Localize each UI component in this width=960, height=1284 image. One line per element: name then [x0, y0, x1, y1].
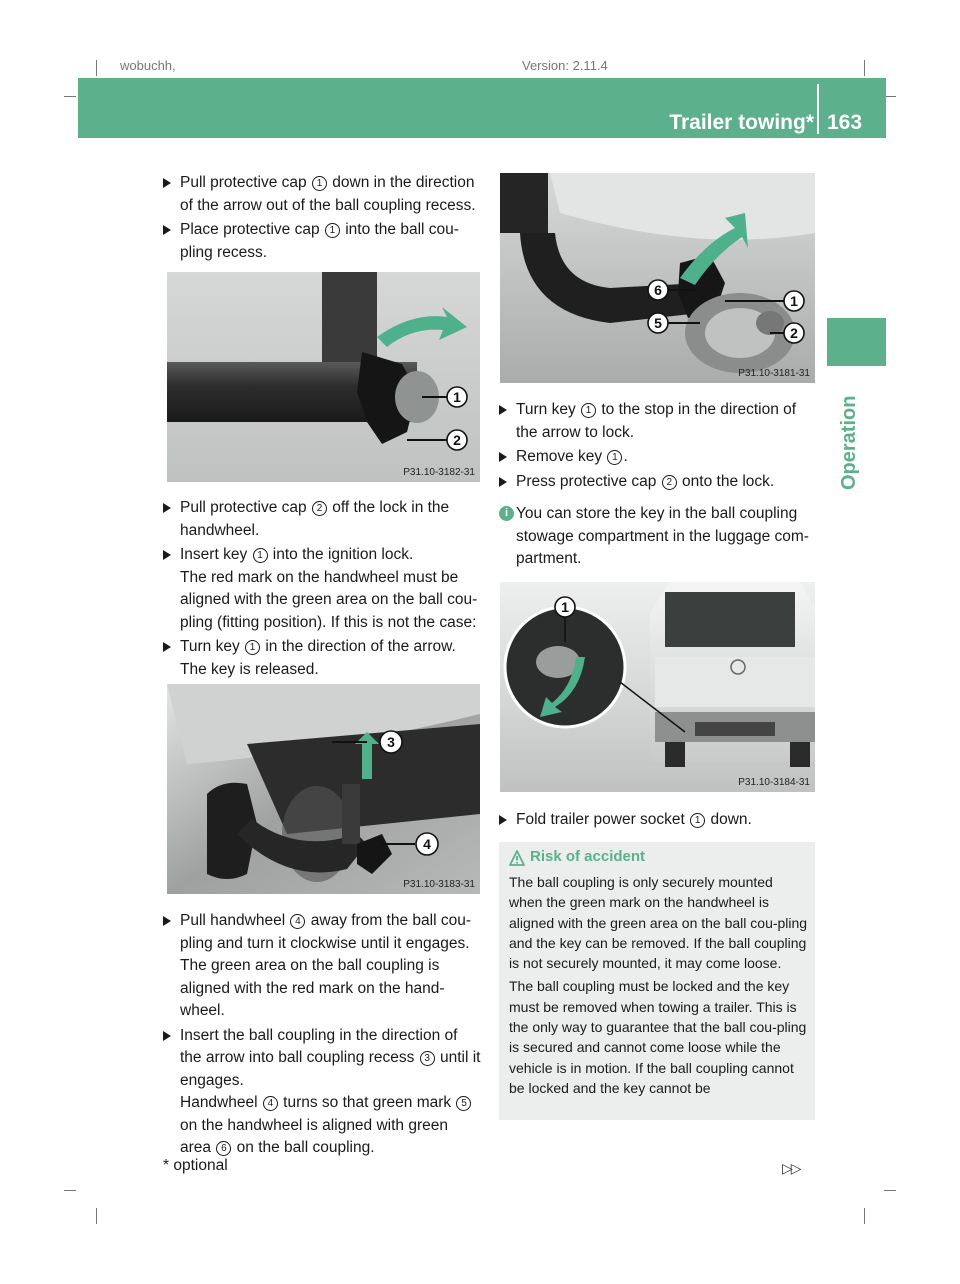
- callout-ref: 2: [312, 501, 327, 516]
- footnote: * optional: [163, 1157, 228, 1174]
- callout-ref: 6: [216, 1141, 231, 1156]
- instruction-item: Pull handwheel 4 away from the ball cou-pling and turn it clockwise until it engages.: [163, 910, 483, 955]
- callout-ref: 1: [312, 176, 327, 191]
- left-block-1: [163, 172, 483, 266]
- crop-mark: [96, 60, 97, 76]
- bullet-arrow-icon: [499, 452, 507, 462]
- side-tab-label: Operation: [838, 395, 860, 490]
- figure-caption: P31.10-3182-31: [403, 467, 475, 478]
- instruction-item: Pull protective cap 1 down in the direction of the arrow out of the ball coupling recess.: [163, 172, 483, 217]
- callout-ref: 4: [290, 914, 305, 929]
- bullet-arrow-icon: [163, 503, 171, 513]
- callout-ref: 1: [607, 450, 622, 465]
- header-separator: [817, 84, 819, 134]
- instruction-item: Insert key 1 into the ignition lock.: [163, 544, 483, 567]
- crop-mark: [96, 1208, 97, 1224]
- right-block-2: [499, 809, 817, 834]
- print-meta-right: Version: 2.11.4: [522, 58, 608, 73]
- warning-paragraph: The ball coupling must be locked and the key must be removed when towing a trailer. This is the only way to guarantee that the ball cou-pling is secured and cannot come loose while the vehicle is in motion. If the ball coupling cannot be locked and the key cannot be: [509, 978, 807, 1096]
- print-meta-left: wobuchh,: [120, 58, 176, 73]
- callout-6: 6: [654, 282, 662, 298]
- figure-protective-cap: [167, 272, 480, 482]
- instruction-item: Remove key 1 .: [499, 446, 817, 469]
- bullet-arrow-icon: [163, 178, 171, 188]
- figure-key-lock: [500, 173, 815, 383]
- callout-ref: 1: [253, 548, 268, 563]
- side-tab: [827, 318, 886, 366]
- bullet-arrow-icon: [499, 405, 507, 415]
- info-note: i You can store the key in the ball coupling stowage compartment in the luggage com-partment.: [499, 503, 817, 571]
- instruction-item: Press protective cap 2 onto the lock.: [499, 471, 817, 494]
- callout-2: 2: [790, 325, 798, 341]
- figure-caption: P31.10-3183-31: [403, 879, 475, 890]
- instruction-item: Turn key 1 to the stop in the direction of the arrow to lock.: [499, 399, 817, 444]
- instruction-item: Fold trailer power socket 1 down.: [499, 809, 817, 832]
- instruction-item: Pull protective cap 2 off the lock in the handwheel.: [163, 497, 483, 542]
- bullet-arrow-icon: [163, 642, 171, 652]
- page-number: 163: [827, 111, 863, 134]
- bullet-arrow-icon: [163, 1031, 171, 1041]
- figure-caption: P31.10-3184-31: [738, 777, 810, 788]
- instruction-item: Turn key 1 in the direction of the arrow.: [163, 636, 483, 659]
- crop-mark: [864, 60, 865, 76]
- warning-paragraph: The ball coupling is only securely mounted when the green mark on the handwheel is aligned with the green area on the ball cou-pling and the key can be removed. If the ball coupling is not securely mounted, it may come loose.: [509, 874, 808, 972]
- callout-1: 1: [561, 599, 569, 615]
- crop-mark: [884, 1190, 896, 1191]
- instruction-item: Place protective cap 1 into the ball cou-pling recess.: [163, 219, 483, 264]
- callout-ref: 1: [325, 223, 340, 238]
- callout-5: 5: [654, 315, 662, 331]
- callout-1: 1: [453, 389, 461, 405]
- bullet-arrow-icon: [163, 916, 171, 926]
- instruction-note: The key is released.: [180, 660, 319, 678]
- left-block-2: [163, 497, 483, 681]
- figure-ball-coupling-insert: [167, 684, 480, 894]
- bullet-arrow-icon: [499, 815, 507, 825]
- instruction-note: The red mark on the handwheel must be aligned with the green area on the ball cou-pling (fitting position). If this is not the case:: [180, 568, 478, 631]
- callout-2: 2: [453, 432, 461, 448]
- bullet-arrow-icon: [163, 225, 171, 235]
- info-icon: i: [499, 506, 514, 521]
- instruction-note: Handwheel 4 turns so that green mark 5 on the handwheel is aligned with green area 6 on the ball coupling.: [163, 1092, 483, 1160]
- warning-triangle-icon: [509, 850, 525, 866]
- bullet-arrow-icon: [163, 550, 171, 560]
- callout-ref: 1: [690, 813, 705, 828]
- section-title: Trailer towing*: [669, 111, 814, 134]
- callout-ref: 1: [245, 640, 260, 655]
- callout-ref: 5: [456, 1096, 471, 1111]
- warning-title: Risk of accident: [530, 848, 646, 865]
- callout-3: 3: [387, 734, 395, 750]
- callout-1: 1: [790, 293, 798, 309]
- left-block-3: [163, 910, 483, 1160]
- callout-ref: 2: [662, 475, 677, 490]
- crop-mark: [64, 96, 76, 97]
- instruction-item: Insert the ball coupling in the direction of the arrow into ball coupling recess 3 until it engages.: [163, 1025, 483, 1093]
- continue-icon: ▷▷: [782, 1160, 800, 1176]
- callout-ref: 3: [420, 1051, 435, 1066]
- callout-4: 4: [423, 836, 431, 852]
- callout-ref: 4: [263, 1096, 278, 1111]
- crop-mark: [864, 1208, 865, 1224]
- warning-box: [499, 842, 815, 1120]
- figure-power-socket: [500, 582, 815, 792]
- bullet-arrow-icon: [499, 477, 507, 487]
- right-block-1: [499, 399, 817, 571]
- crop-mark: [64, 1190, 76, 1191]
- figure-caption: P31.10-3181-31: [738, 368, 810, 379]
- warning-body: [509, 872, 809, 1101]
- instruction-note: The green area on the ball coupling is aligned with the red mark on the hand-wheel.: [180, 957, 445, 1019]
- callout-ref: 1: [581, 403, 596, 418]
